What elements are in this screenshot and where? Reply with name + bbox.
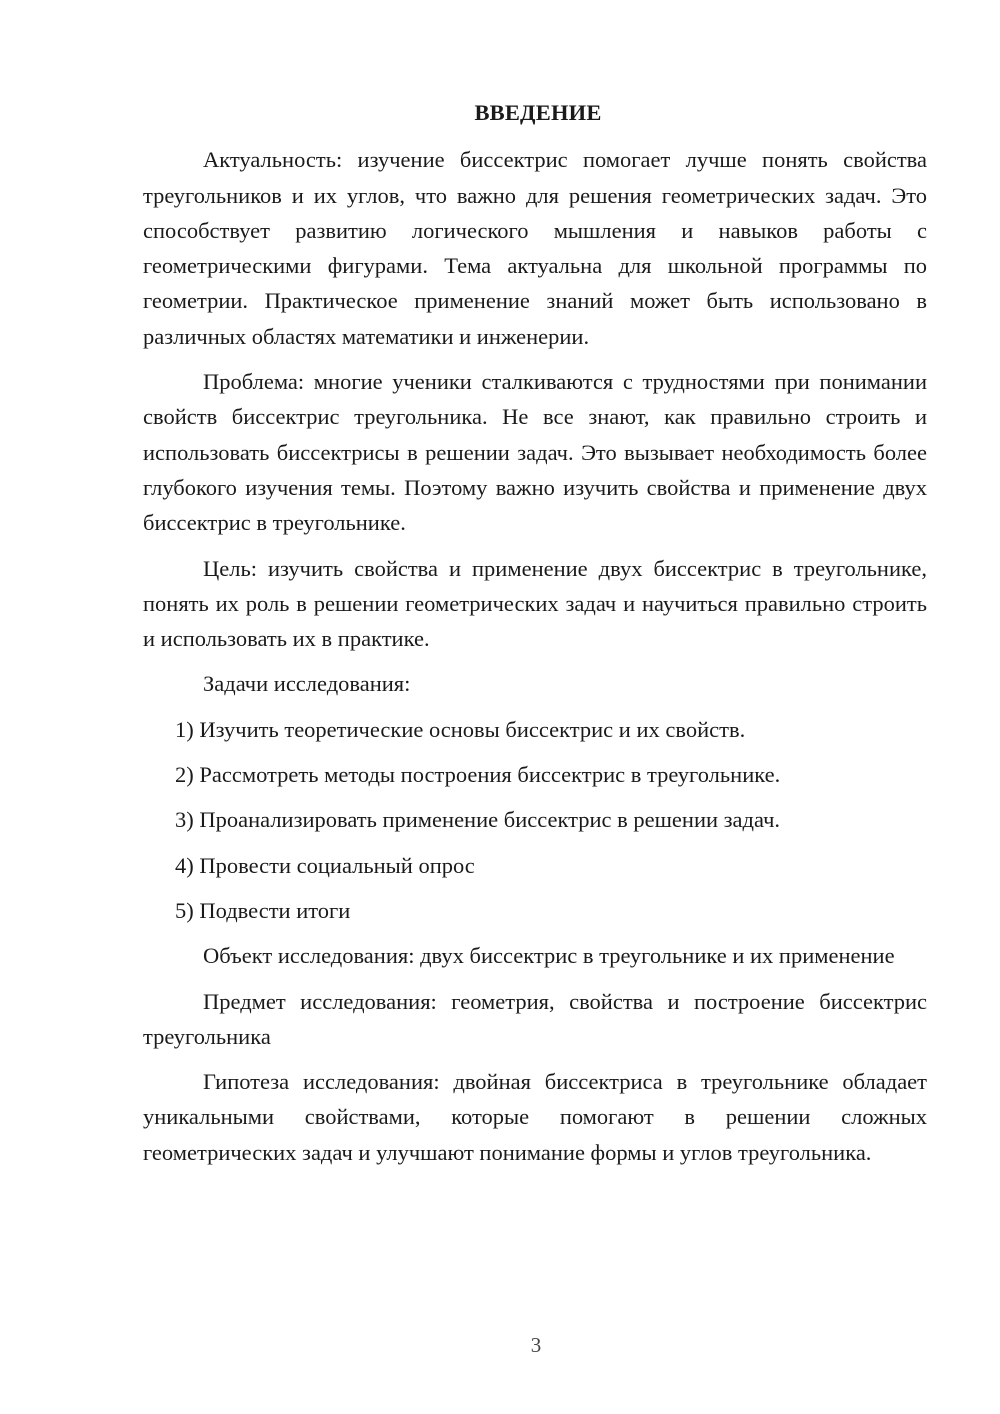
goal-paragraph: Цель: изучить свойства и применение двух биссектрис в треугольнике, понять их роль в решении геометрических задач и научиться правильно строить и использовать их в практике.	[143, 555, 927, 652]
problem-paragraph: Проблема: многие ученики сталкиваются с трудностями при понимании свойств биссектрис треугольника. Не все знают, как правильно строить и использовать биссектрисы в решении задач. Это вызывает необходимость более глубокого изучения темы. Поэтому важно изучить свойства и применение двух биссектрис в треугольнике.	[143, 369, 927, 536]
tasks-heading: Задачи исследования:	[203, 671, 411, 697]
hypothesis-paragraph: Гипотеза исследования: двойная биссектриса в треугольнике обладает уникальными свойствами, которые помогают в решении сложных геометрических задач и улучшают понимание формы и углов треугольника.	[143, 1069, 927, 1165]
page-content	[143, 95, 927, 1180]
task-item: 4) Провести социальный опрос	[175, 852, 475, 878]
task-item: 5) Подвести итоги	[175, 897, 351, 923]
relevance-paragraph: Актуальность: изучение биссектрис помогает лучше понять свойства треугольников и их углов, что важно для решения геометрических задач. Это способствует развитию логического мышления и навыков работы с геометрическими фигурами. Тема актуальна для школьной программы по геометрии. Практическое применение знаний может быть использовано в различных областях математики и инженерии.	[143, 147, 927, 349]
tasks-list	[143, 712, 927, 928]
page-number: 3	[530, 1333, 542, 1357]
object-paragraph: Объект исследования: двух биссектрис в треугольнике и их применение	[203, 943, 895, 969]
subject-paragraph: Предмет исследования: геометрия, свойства и построение биссектрис треугольника	[143, 988, 927, 1049]
section-title: ВВЕДЕНИЕ	[474, 100, 602, 125]
task-item: 3) Проанализировать применение биссектрис в решении задач.	[175, 807, 781, 833]
task-item: 1) Изучить теоретические основы биссектрис и их свойств.	[175, 716, 746, 742]
task-item: 2) Рассмотреть методы построения биссектрис в треугольнике.	[175, 762, 781, 788]
